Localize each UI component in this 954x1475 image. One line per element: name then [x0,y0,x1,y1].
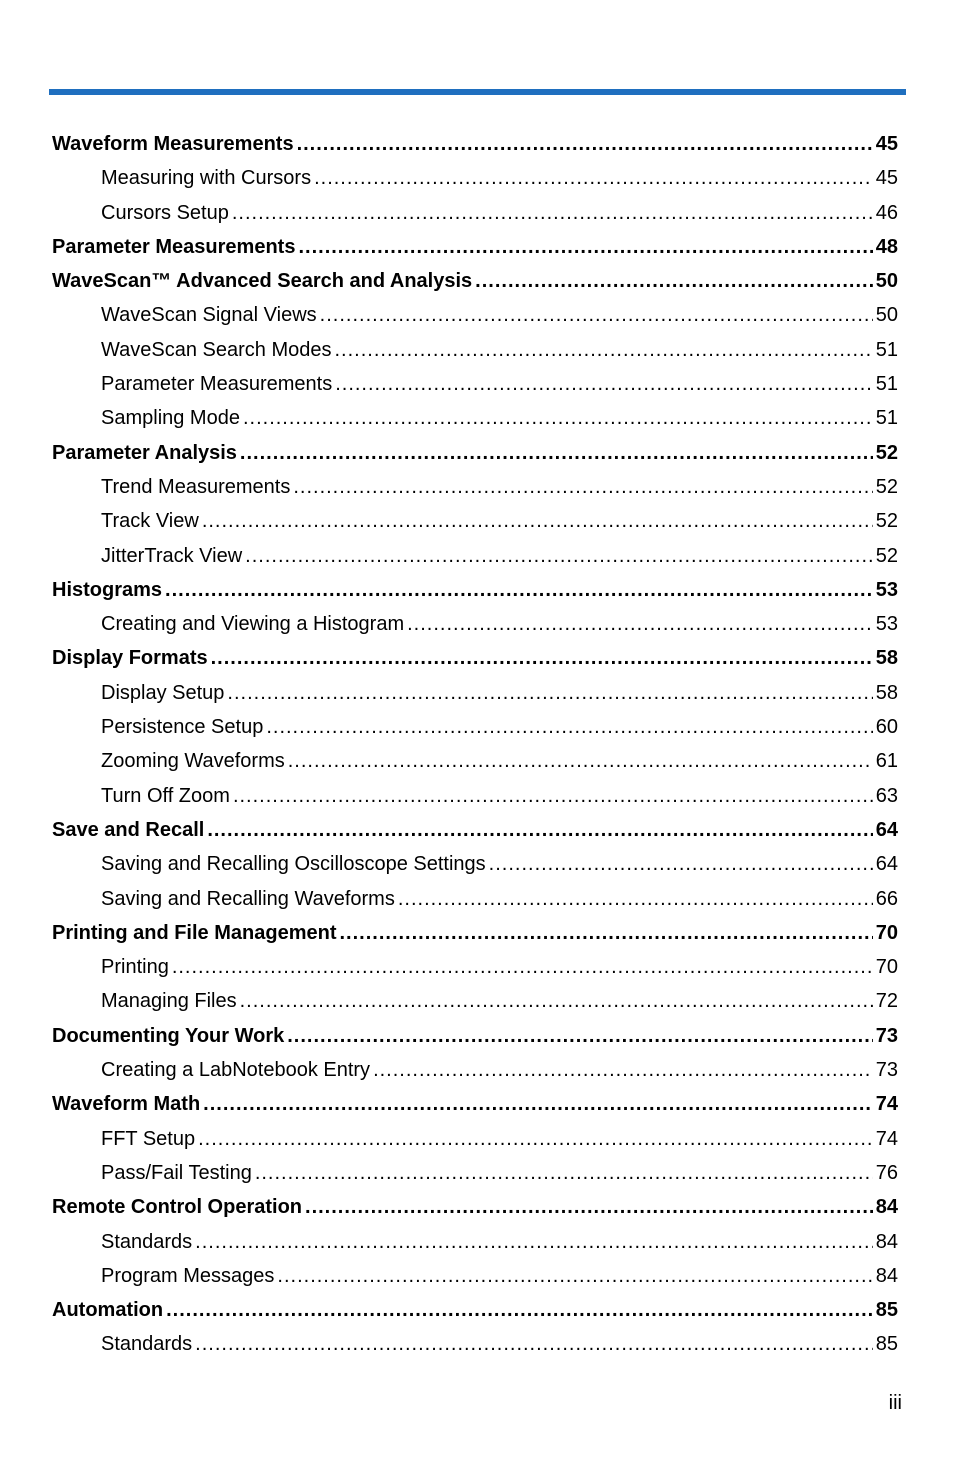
toc-dot-leader [243,401,873,435]
toc-dot-leader [339,916,872,950]
toc-entry-title: Cursors Setup [101,201,229,224]
toc-dot-leader [334,333,872,367]
toc-subsection-entry[interactable] [52,744,898,778]
toc-dot-leader [398,882,873,916]
toc-entry-page: 58 [875,681,898,704]
toc-entry-title: Creating and Viewing a Histogram [101,613,405,636]
toc-entry-page: 73 [875,1024,898,1047]
toc-entry-title: Pass/Fail Testing [101,1161,252,1184]
toc-entry-page: 53 [875,613,898,636]
toc-entry-page: 76 [875,1161,898,1184]
toc-subsection-entry[interactable] [52,1053,898,1087]
toc-section-entry[interactable] [52,1087,898,1121]
toc-dot-leader [288,744,873,778]
toc-entry-page: 84 [875,1230,898,1253]
toc-dot-leader [293,470,872,504]
toc-entry-page: 46 [875,201,898,224]
toc-entry-title: Standards [101,1230,193,1253]
toc-subsection-entry[interactable] [52,504,898,538]
toc-entry-title: Remote Control Operation [52,1196,303,1219]
toc-dot-leader [277,1259,872,1293]
toc-entry-page: 51 [875,338,898,361]
toc-dot-leader [240,436,873,470]
toc-entry-page: 74 [875,1127,898,1150]
toc-entry-title: Printing and File Management [52,921,337,944]
toc-entry-page: 51 [875,373,898,396]
toc-dot-leader [266,710,872,744]
toc-section-entry[interactable] [52,813,898,847]
toc-dot-leader [320,298,873,332]
toc-entry-page: 61 [875,750,898,773]
toc-dot-leader [198,1122,873,1156]
toc-dot-leader [240,984,873,1018]
toc-section-entry[interactable] [52,230,898,264]
toc-entry-title: Display Formats [52,647,208,670]
toc-subsection-entry[interactable] [52,882,898,916]
toc-section-entry[interactable] [52,641,898,675]
toc-subsection-entry[interactable] [52,161,898,195]
toc-section-entry[interactable] [52,573,898,607]
toc-subsection-entry[interactable] [52,710,898,744]
toc-entry-page: 52 [875,510,898,533]
toc-dot-leader [166,1293,873,1327]
toc-entry-title: Saving and Recalling Waveforms [101,887,395,910]
toc-entry-page: 51 [875,407,898,430]
toc-entry-title: Zooming Waveforms [101,750,285,773]
toc-entry-title: Documenting Your Work [52,1024,285,1047]
toc-section-entry[interactable] [52,1019,898,1053]
toc-entry-page: 52 [875,475,898,498]
toc-entry-page: 70 [875,921,898,944]
toc-dot-leader [203,1087,873,1121]
toc-entry-page: 72 [875,990,898,1013]
table-of-contents [52,127,898,1362]
toc-subsection-entry[interactable] [52,676,898,710]
toc-dot-leader [489,847,873,881]
toc-entry-page: 64 [875,818,898,841]
page-number: iii [888,1392,902,1414]
toc-entry-title: Sampling Mode [101,407,240,430]
toc-dot-leader [165,573,873,607]
toc-entry-title: FFT Setup [101,1127,196,1150]
toc-dot-leader [233,779,873,813]
toc-subsection-entry[interactable] [52,984,898,1018]
toc-entry-page: 53 [875,578,898,601]
toc-subsection-entry[interactable] [52,779,898,813]
toc-section-entry[interactable] [52,264,898,298]
toc-entry-page: 60 [875,716,898,739]
toc-entry-title: Track View [101,510,199,533]
toc-section-entry[interactable] [52,1293,898,1327]
toc-entry-title: JitterTrack View [101,544,243,567]
toc-dot-leader [314,161,873,195]
toc-entry-title: Waveform Math [52,1093,201,1116]
toc-dot-leader [211,641,873,675]
toc-entry-title: Persistence Setup [101,716,264,739]
toc-section-entry[interactable] [52,1190,898,1224]
toc-entry-page: 70 [875,956,898,979]
toc-subsection-entry[interactable] [52,1122,898,1156]
toc-entry-page: 73 [875,1059,898,1082]
toc-subsection-entry[interactable] [52,539,898,573]
toc-entry-title: Program Messages [101,1264,275,1287]
toc-subsection-entry[interactable] [52,196,898,230]
toc-entry-page: 50 [875,270,898,293]
toc-subsection-entry[interactable] [52,470,898,504]
toc-entry-page: 84 [875,1196,898,1219]
toc-dot-leader [202,504,873,538]
toc-entry-title: Creating a LabNotebook Entry [101,1059,371,1082]
toc-dot-leader [232,196,873,230]
toc-dot-leader [172,950,873,984]
toc-entry-page: 45 [875,133,898,155]
toc-entry-title: Standards [101,1333,193,1356]
toc-entry-title: Automation [52,1299,164,1322]
toc-entry-title: Save and Recall [52,818,205,841]
toc-entry-title: WaveScan™ Advanced Search and Analysis [52,270,473,293]
toc-subsection-entry[interactable] [52,333,898,367]
toc-section-entry[interactable] [52,436,898,470]
toc-subsection-entry[interactable] [52,1259,898,1293]
toc-subsection-entry[interactable] [52,950,898,984]
toc-entry-title: Parameter Analysis [52,441,237,464]
toc-entry-page: 45 [875,167,898,190]
toc-dot-leader [245,539,873,573]
toc-entry-title: Printing [101,956,169,979]
toc-entry-page: 50 [875,304,898,327]
toc-dot-leader [298,230,872,264]
toc-subsection-entry[interactable] [52,367,898,401]
toc-subsection-entry[interactable] [52,298,898,332]
toc-entry-title: Parameter Measurements [101,373,333,396]
toc-dot-leader [227,676,872,710]
toc-dot-leader [195,1225,873,1259]
toc-entry-title: Parameter Measurements [52,235,296,258]
toc-entry-page: 85 [875,1333,898,1356]
toc-dot-leader [207,813,872,847]
toc-entry-title: WaveScan Search Modes [101,338,332,361]
toc-entry-page: 74 [875,1093,898,1116]
toc-subsection-entry[interactable] [52,1156,898,1190]
header-rule [49,89,906,95]
toc-dot-leader [287,1019,873,1053]
toc-entry-page: 84 [875,1264,898,1287]
toc-entry-page: 48 [875,235,898,258]
toc-dot-leader [475,264,873,298]
toc-entry-title: Display Setup [101,681,225,704]
toc-entry-page: 52 [875,544,898,567]
toc-dot-leader [255,1156,873,1190]
toc-subsection-entry[interactable] [52,1225,898,1259]
toc-dot-leader [373,1053,873,1087]
toc-section-entry[interactable] [52,127,898,161]
toc-dot-leader [195,1327,873,1361]
toc-subsection-entry[interactable] [52,607,898,641]
toc-entry-title: Histograms [52,578,163,601]
toc-entry-page: 52 [875,441,898,464]
toc-entry-title: Measuring with Cursors [101,167,312,190]
toc-entry-title: Managing Files [101,990,237,1013]
toc-dot-leader [407,607,873,641]
toc-section-entry[interactable] [52,916,898,950]
toc-dot-leader [305,1190,873,1224]
toc-entry-page: 85 [875,1299,898,1322]
toc-subsection-entry[interactable] [52,1327,898,1361]
toc-entry-title: WaveScan Signal Views [101,304,317,327]
toc-entry-title: Waveform Measurements [52,133,294,155]
toc-dot-leader [335,367,873,401]
toc-entry-page: 64 [875,853,898,876]
toc-entry-title: Turn Off Zoom [101,784,230,807]
toc-subsection-entry[interactable] [52,401,898,435]
toc-entry-title: Saving and Recalling Oscilloscope Settings [101,853,486,876]
toc-entry-title: Trend Measurements [101,475,291,498]
toc-entry-page: 63 [875,784,898,807]
toc-dot-leader [297,127,873,161]
toc-entry-page: 58 [875,647,898,670]
toc-entry-page: 66 [875,887,898,910]
toc-subsection-entry[interactable] [52,847,898,881]
